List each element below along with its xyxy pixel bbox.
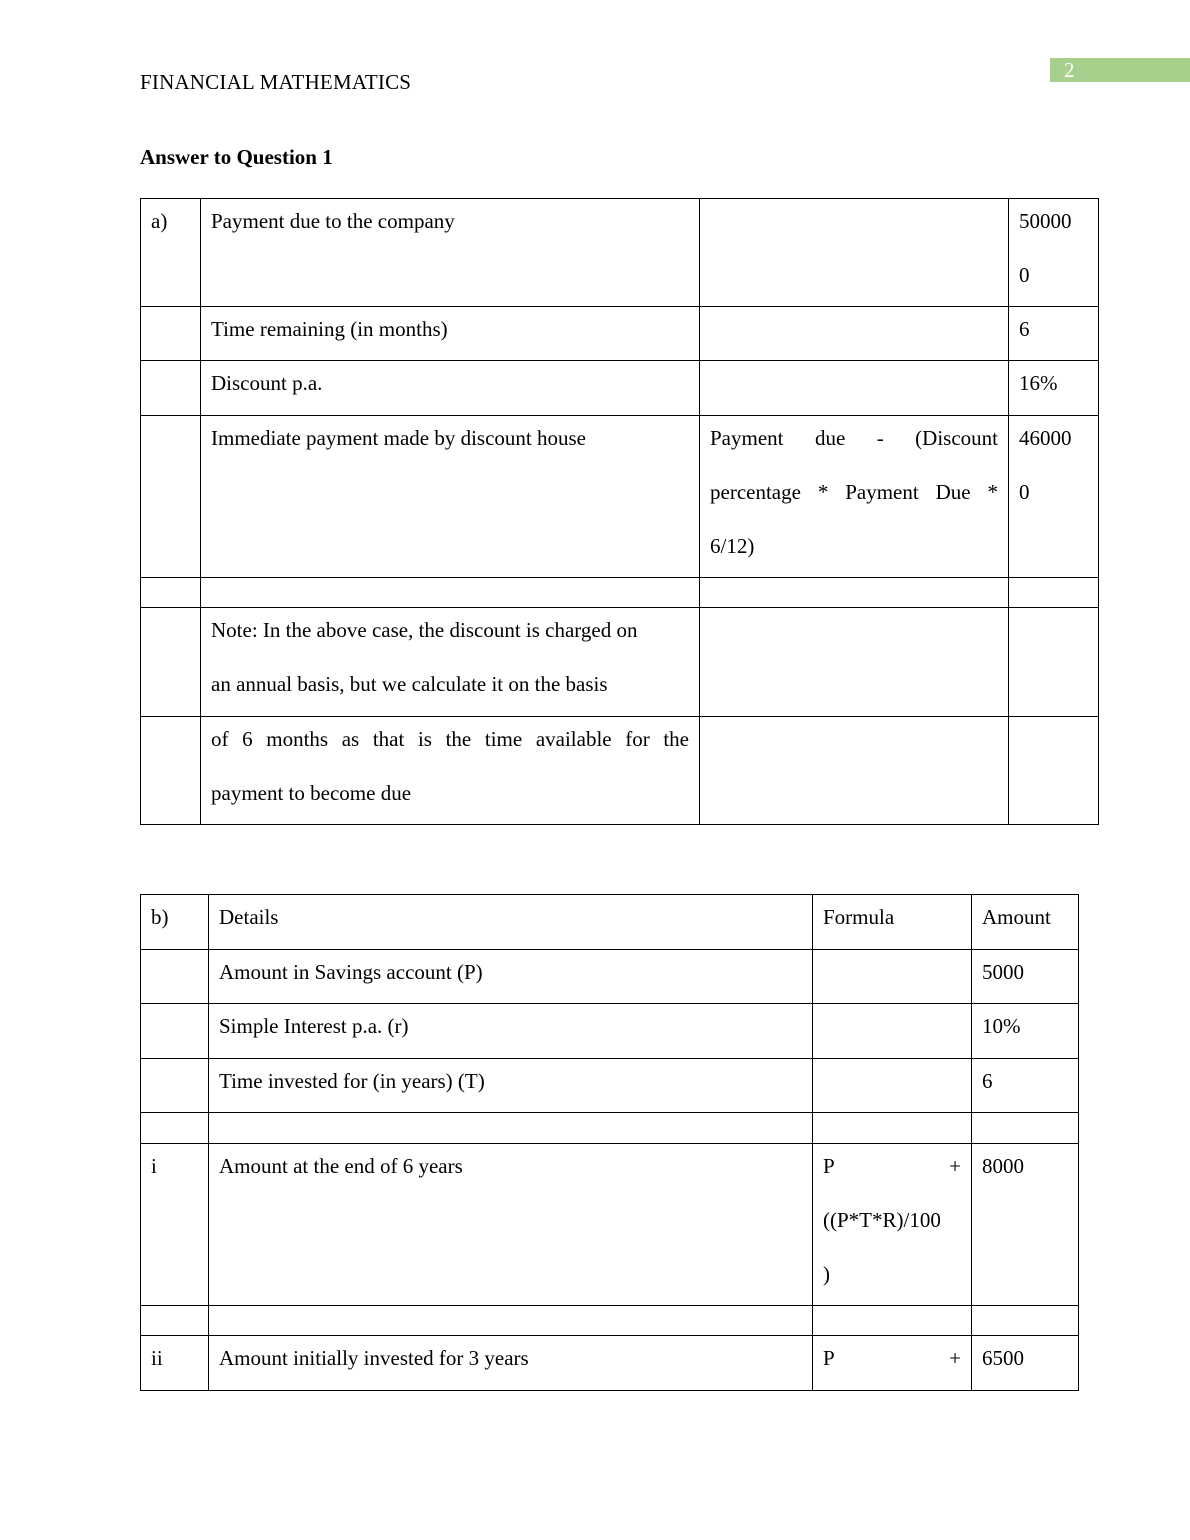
row-label — [141, 1059, 209, 1113]
amount-cell: 8000 — [972, 1144, 1079, 1306]
item-cell: Time remaining (in months) — [201, 307, 700, 361]
note-cell: Note: In the above case, the discount is charged on an annual basis, but we calculate it on the basis — [201, 608, 700, 717]
table-row — [141, 950, 1079, 1004]
table-header-row — [141, 895, 1079, 950]
formula-cell — [700, 199, 1009, 307]
amount-cell — [1009, 578, 1099, 608]
amount-cell: 6 — [1009, 307, 1099, 361]
row-label — [141, 717, 201, 825]
table-a — [140, 198, 1099, 825]
details-cell: Amount at the end of 6 years — [209, 1144, 813, 1306]
formula-cell — [813, 1004, 972, 1059]
item-cell: Discount p.a. — [201, 361, 700, 416]
row-label: i — [141, 1144, 209, 1306]
row-label: a) — [141, 199, 201, 307]
amount-cell: 5000 — [972, 950, 1079, 1004]
details-cell: Time invested for (in years) (T) — [209, 1059, 813, 1113]
formula-cell: P + ((P*T*R)/100 ) — [813, 1144, 972, 1306]
row-label — [141, 307, 201, 361]
formula-cell — [700, 361, 1009, 416]
details-cell: Simple Interest p.a. (r) — [209, 1004, 813, 1059]
formula-cell — [700, 608, 1009, 717]
table-row — [141, 1336, 1079, 1391]
formula-cell: P + — [813, 1336, 972, 1391]
table-row — [141, 608, 1099, 717]
formula-cell — [700, 717, 1009, 825]
amount-cell: 6500 — [972, 1336, 1079, 1391]
row-label: ii — [141, 1336, 209, 1391]
column-header-formula: Formula — [813, 895, 972, 950]
section-title: Answer to Question 1 — [140, 145, 333, 169]
table-row — [141, 717, 1099, 825]
page-number: 2 — [1050, 58, 1190, 82]
details-cell: Amount in Savings account (P) — [209, 950, 813, 1004]
formula-cell — [700, 578, 1009, 608]
amount-cell: 50000 0 — [1009, 199, 1099, 307]
row-label — [141, 950, 209, 1004]
row-label: b) — [141, 895, 209, 950]
amount-cell — [1009, 608, 1099, 717]
amount-cell: 16% — [1009, 361, 1099, 416]
table-row — [141, 1004, 1079, 1059]
row-label — [141, 578, 201, 608]
row-label — [141, 361, 201, 416]
amount-cell — [1009, 717, 1099, 825]
table-row — [141, 416, 1099, 578]
formula-cell: Payment due - (Discount percentage * Payment Due * 6/12) — [700, 416, 1009, 578]
row-label — [141, 608, 201, 717]
table-row — [141, 307, 1099, 361]
amount-cell: 10% — [972, 1004, 1079, 1059]
table-row — [141, 199, 1099, 307]
table-row — [141, 1144, 1079, 1306]
note-cell: of 6 months as that is the time available for the payment to become due — [201, 717, 700, 825]
row-label — [141, 416, 201, 578]
item-cell: Immediate payment made by discount house — [201, 416, 700, 578]
formula-cell — [813, 950, 972, 1004]
table-row — [141, 1059, 1079, 1113]
amount-cell: 6 — [972, 1059, 1079, 1113]
table-row — [141, 361, 1099, 416]
row-label — [141, 1004, 209, 1059]
running-head: FINANCIAL MATHEMATICS — [140, 70, 412, 94]
amount-cell: 46000 0 — [1009, 416, 1099, 578]
column-header-amount: Amount — [972, 895, 1079, 950]
column-header-details: Details — [209, 895, 813, 950]
formula-cell — [813, 1059, 972, 1113]
details-cell: Amount initially invested for 3 years — [209, 1336, 813, 1391]
formula-cell — [700, 307, 1009, 361]
table-b — [140, 894, 1079, 1391]
item-cell: Payment due to the company — [201, 199, 700, 307]
